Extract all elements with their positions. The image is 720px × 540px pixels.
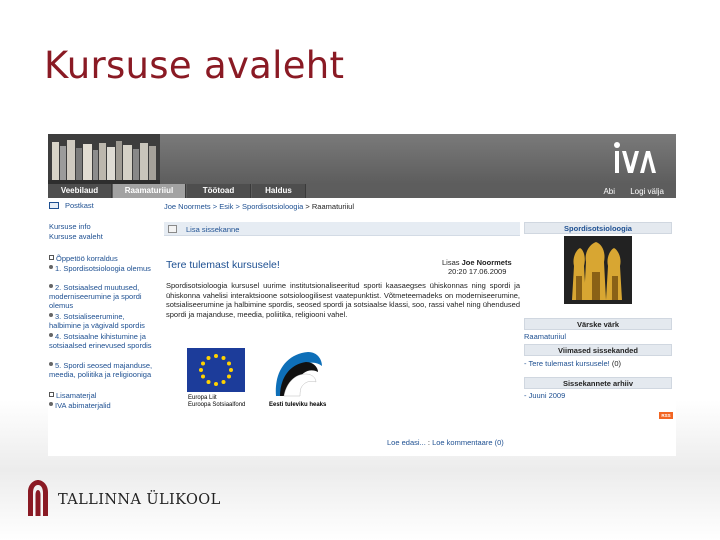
tab-veebilaud[interactable]: Veebilaud [48,184,112,198]
help-link[interactable]: Abi [603,187,615,196]
university-name: TALLINNA ÜLIKOOL [58,492,221,508]
read-more-link[interactable]: Loe edasi... [387,438,426,447]
tab-haldus[interactable]: Haldus [252,184,306,198]
eu-logo-caption-1: Europa Liit [188,395,217,401]
university-logo-icon [26,480,50,516]
books-image [48,134,160,184]
course-info-link[interactable]: Kursuse info [49,222,91,231]
breadcrumb: Joe Noormets > Esik > Spordisotsioloogia > Raamaturiiul [164,202,354,211]
slide-title: Kursuse avaleht [44,44,345,87]
sidebar-item-topic-3[interactable]: 3. Sotsialiseerumine, halbimine ja vägivald spordis [49,312,145,330]
recent-entry-item[interactable]: - Tere tulemast kursusele! (0) [524,359,621,368]
tab-bar [48,184,676,198]
rss-icon[interactable]: RSS [659,412,673,419]
bullet-icon [49,284,53,288]
estonia-future-logo [270,348,324,400]
tab-raamaturiiul[interactable]: Raamaturiiul [113,184,186,198]
post-title[interactable]: Tere tulemast kursusele! [166,259,280,271]
sidebar-item-topic-4[interactable]: 4. Sotsiaalne kihistumine ja sotsiaalsed erinevused spordis [49,332,152,350]
post-author: Joe Noormets [461,258,512,267]
eu-logo-caption-2: Euroopa Sotsiaalfond [188,402,246,408]
tab-tootoad[interactable]: Töötoad [187,184,251,198]
folder-icon [49,255,54,260]
post-datetime: 20:20 17.06.2009 [448,267,507,276]
bullet-icon [49,402,53,406]
breadcrumb-user[interactable]: Joe Noormets [164,202,211,211]
breadcrumb-current: Raamaturiiul [311,202,354,211]
sidebar-item-topic-5[interactable]: 5. Spordi seosed majanduse, meedia, poliitika ja religiooniga [49,361,153,379]
fresh-stuff-header: Värske värk [524,318,672,330]
add-entry-icon[interactable] [168,225,177,233]
add-entry-bar [164,222,520,236]
folder-icon [49,392,54,397]
archive-header: Sissekannete arhiiv [524,377,672,389]
sidebar-item-topic-1[interactable]: 1. Spordisotsioloogia olemus [49,264,157,273]
estonia-logo-caption: Eesti tuleviku heaks [269,402,327,408]
bullet-icon [49,313,53,317]
sidebar-item-topic-2[interactable]: 2. Sotsiaalsed muutused, moderniseerumine ja spordi olemus [49,283,142,310]
bullet-icon [49,333,53,337]
recent-entries-header: Viimased sissekanded [524,344,672,356]
left-sidebar [48,201,158,456]
post-body: Spordisotsioloogia kursusel uurime institutsionaliseeritud sporti kaasaegses ühiskonnas ning spordi ja ühiskonna vahelisi interaktsioone sotsioloogilisest vaatepunktist. Võtmeteemadeks on moderniseerumine, sotsialiseerumine ja halbimine spordis, seosed spordi ja sotsiaalse klassi, soo, rassi vahel ning ühendused spordi ja majanduse, meedia, poliitika, religiooni vahel. [166,281,520,319]
sidebar-item-iva-help[interactable]: IVA abimaterjalid [49,401,157,410]
course-home-link[interactable]: Kursuse avaleht [49,232,103,241]
mailbox-link[interactable]: Postkast [65,201,94,210]
iva-logo-icon[interactable] [612,140,658,176]
read-comments-link[interactable]: Loe kommentaare (0) [432,438,504,447]
breadcrumb-esik[interactable]: Esik [219,202,234,211]
bullet-icon [49,265,53,269]
header-banner [48,134,676,184]
archive-item[interactable]: - Juuni 2009 [524,391,566,400]
mail-icon [49,202,59,209]
fresh-stuff-link[interactable]: Raamaturiiul [524,332,567,341]
course-title-box[interactable]: Spordisotsioloogia [524,222,672,234]
add-entry-link[interactable]: Lisa sissekanne [186,225,240,234]
sidebar-item-oppetoo[interactable]: Õppetöö korraldus [49,254,157,263]
logout-link[interactable]: Logi välja [630,187,664,196]
breadcrumb-course[interactable]: Spordisotsioloogia [242,202,304,211]
sidebar-item-lisamaterjal[interactable]: Lisamaterjal [49,391,157,400]
post-footer-links: Loe edasi... : Loe kommentaare (0) [387,438,504,447]
post-author-line: Lisas Joe Noormets [442,258,512,267]
lms-screenshot [48,134,676,456]
course-image [564,236,632,304]
eu-flag-logo [187,348,245,392]
bullet-icon [49,362,53,366]
